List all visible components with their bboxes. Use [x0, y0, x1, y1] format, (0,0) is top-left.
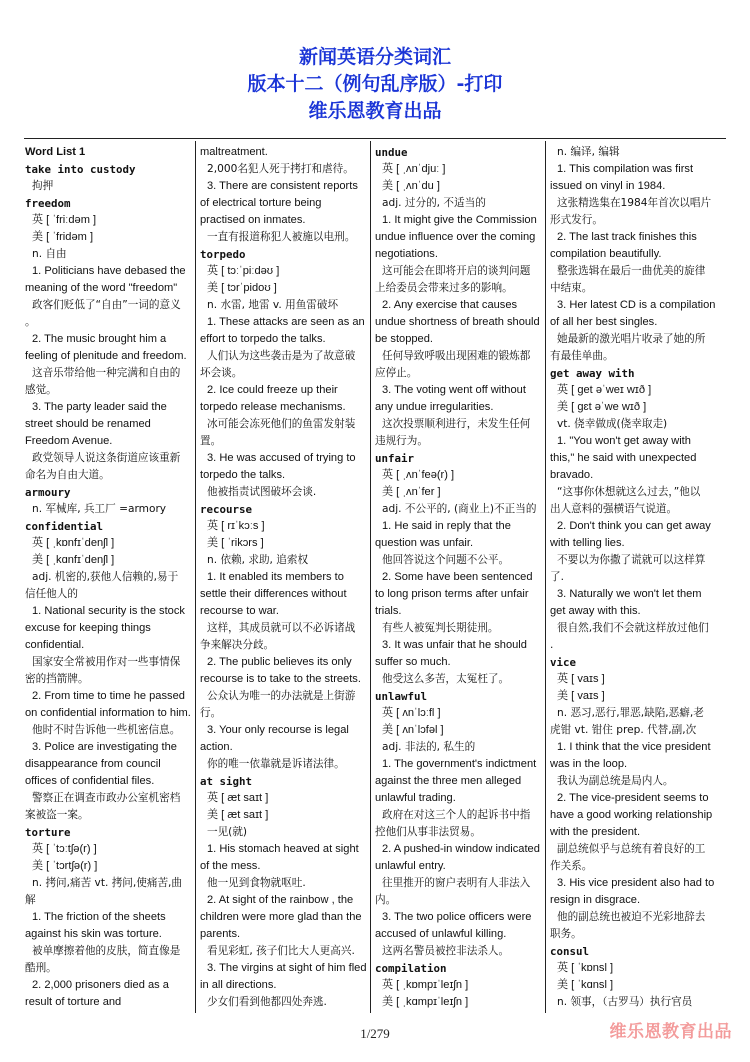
text-line: 英 [ ʌnˈlɔːfl ]: [382, 707, 441, 719]
translation-line: 控他们从事非法贸易。: [375, 826, 481, 838]
text-line: excuse for keeping things: [25, 622, 151, 634]
text-line: 1. The friction of the sheets: [32, 911, 166, 923]
text-line: 3. The party leader said the: [32, 401, 167, 413]
translation-line: 坏会谈。: [200, 367, 243, 379]
text-line: result of torture and: [25, 996, 122, 1008]
headword: torture: [25, 826, 71, 839]
text-line: of electrical torture being: [200, 197, 322, 209]
text-line: 美 [ æt saɪt ]: [207, 809, 269, 821]
translation-line: 这次投票顺利进行，未发生任何: [382, 418, 531, 430]
text-line: 3. His vice president also had to: [557, 877, 715, 889]
text-line: Freedom Avenue.: [25, 435, 113, 447]
text-line: children were more glad than the: [200, 911, 362, 923]
translation-line: 公众认为唯一的办法就是上街游: [207, 690, 356, 702]
column-divider: [545, 141, 546, 1013]
text-line: 2. The public believes its only: [207, 656, 352, 668]
text-line: recourse to war.: [200, 605, 279, 617]
translation-line: n. 拷问,痛苦 vt. 拷问,使痛苦,曲: [32, 877, 183, 889]
column-1: [25, 144, 193, 1012]
text-line: was in the loop.: [550, 758, 628, 770]
text-line: 英 [ ˌkɒnfɪˈdenʃl ]: [32, 537, 115, 549]
translation-line: 警察正在调查市政办公室机密档: [32, 792, 181, 804]
text-line: resign in disgrace.: [550, 894, 641, 906]
text-line: settle their differences without: [200, 588, 347, 600]
translation-line: 争来解决分歧。: [200, 639, 275, 651]
text-line: undue influence over the coming: [375, 231, 536, 243]
column-divider: [370, 141, 371, 1013]
translation-line: adj. 不公平的, (商业上)不正当的: [382, 503, 537, 515]
text-line: practised on inmates.: [200, 214, 306, 226]
column-3: [375, 144, 543, 1012]
text-line: 2. A pushed-in window indicated: [382, 843, 540, 855]
text-line: 2. The last track finishes this: [557, 231, 697, 243]
headword: unlawful: [375, 690, 428, 703]
text-line: accused of unlawful killing.: [375, 928, 507, 940]
text-line: 2. The vice-president seems to: [557, 792, 709, 804]
translation-line: 不要以为你撒了谎就可以这样算: [557, 554, 706, 566]
headword: freedom: [25, 197, 71, 210]
text-line: 2. Any exercise that causes: [382, 299, 518, 311]
translation-line: 国家安全常被用作对一些事情保: [32, 656, 181, 668]
text-line: action.: [200, 741, 233, 753]
text-line: 英 [ ˈtɔːtʃə(r) ]: [32, 843, 97, 855]
text-line: 英 [ ˌʌnˈfeə(r) ]: [382, 469, 455, 481]
text-line: effort to torpedo the talks.: [200, 333, 326, 345]
text-line: confidential.: [25, 639, 85, 651]
text-line: 英 [ rɪˈkɔːs ]: [207, 520, 265, 532]
translation-line: 一直有报道称犯人被施以电刑。: [207, 231, 356, 243]
text-line: 1. National security is the stock: [32, 605, 185, 617]
text-line: 3. Police are investigating the: [32, 741, 177, 753]
text-line: 美 [ ˌʌnˈfer ]: [382, 486, 441, 498]
text-line: torpedo release mechanisms.: [200, 401, 346, 413]
translation-line: 整张选辑在最后一曲优美的旋律: [557, 265, 706, 277]
translation-line: 应停止。: [375, 367, 418, 379]
text-line: 1. It enabled its members to: [207, 571, 344, 583]
translation-line: vt. 侥幸做成(侥幸取走): [557, 418, 668, 430]
translation-line: 信任他人的: [25, 588, 78, 600]
translation-line: 他回答说这个问题不公平。: [382, 554, 510, 566]
text-line: 1. He said in reply that the: [382, 520, 511, 532]
translation-line: adj. 非法的, 私生的: [382, 741, 476, 753]
translation-line: 政党领导人说这条街道应该重新: [32, 452, 181, 464]
translation-line: 他时不时告诉他一些机密信息。: [32, 724, 181, 736]
translation-line: 你的唯一依靠就是诉诸法律。: [207, 758, 345, 770]
text-line: 美 [ ˌkɑnfɪˈdenʃl ]: [32, 554, 115, 566]
text-line: 2. Don't think you can get away: [557, 520, 711, 532]
column-4: [550, 144, 722, 1012]
text-line: 2. The music brought him a: [32, 333, 167, 345]
text-line: 1. It might give the Commission: [382, 214, 537, 226]
document-publisher: 维乐恩教育出品: [308, 100, 442, 122]
translation-line: 酷刑。: [25, 962, 57, 974]
headword: consul: [550, 945, 590, 958]
text-line: with the president.: [550, 826, 641, 838]
headword: at sight: [200, 775, 253, 788]
text-line: of all her best singles.: [550, 316, 658, 328]
text-line: 3. He was accused of trying to: [207, 452, 356, 464]
text-line: 2. Some have been sentenced: [382, 571, 533, 583]
text-line: 美 [ tɔrˈpidoʊ ]: [207, 282, 277, 294]
page-number: 1/279: [360, 1026, 390, 1041]
translation-line: 解: [25, 894, 36, 906]
text-line: 英 [ get əˈweɪ wɪð ]: [557, 384, 652, 396]
headword: undue: [375, 146, 408, 159]
translation-line: n. 军械库, 兵工厂 =armory: [32, 503, 167, 515]
text-line: issued on vinyl in 1984.: [550, 180, 666, 192]
translation-line: 任何导致呼吸出现困难的锻炼都: [382, 350, 531, 362]
translation-line: 这样，其成员就可以不必诉诸战: [207, 622, 356, 634]
translation-line: 政客们贬低了“自由”一词的意义: [32, 299, 181, 311]
text-line: against the three men alleged: [375, 775, 522, 787]
translation-line: n. 依赖, 求助, 追索权: [207, 554, 309, 566]
translation-line: 被单摩擦着他的皮肤，简直像是: [32, 945, 181, 957]
text-line: 3. The virgins at sight of him fled: [207, 962, 367, 974]
translation-line: 内。: [375, 894, 397, 906]
translation-line: 中结束。: [550, 282, 593, 294]
headword: vice: [550, 656, 577, 669]
word-list-title: Word List 1: [25, 146, 86, 158]
translation-line: 这音乐带给他一种完满和自由的: [32, 367, 181, 379]
translation-line: 2,000名犯人死于拷打和虐待。: [207, 163, 354, 175]
translation-line: “这事你休想就这么过去，”他以: [557, 486, 701, 498]
headword: take into custody: [25, 163, 136, 176]
text-line: recourse is to take to the streets.: [200, 673, 361, 685]
text-line: 1. The government's indictment: [382, 758, 537, 770]
translation-line: 政府在对这三个人的起诉书中指: [382, 809, 531, 821]
text-line: 英 [ ˈkɒnsl ]: [557, 962, 614, 974]
text-line: unlawful trading.: [375, 792, 456, 804]
text-line: parents.: [200, 928, 241, 940]
translation-line: .: [550, 639, 554, 651]
translation-line: adj. 过分的, 不适当的: [382, 197, 486, 209]
translation-line: 她最新的激光唱片收录了她的所: [557, 333, 706, 345]
text-line: be stopped.: [375, 333, 433, 345]
text-line: this," he said with unexpected: [550, 452, 697, 464]
text-line: have a good working relationship: [550, 809, 713, 821]
headword: unfair: [375, 452, 415, 465]
text-line: compilation beautifully.: [550, 248, 662, 260]
translation-line: 置。: [200, 435, 222, 447]
translation-line: 命名为自由大道。: [25, 469, 110, 481]
text-line: 1. This compilation was first: [557, 163, 694, 175]
text-line: unlawful entry.: [375, 860, 446, 872]
headword: torpedo: [200, 248, 246, 261]
translation-line: 拘押: [32, 180, 54, 192]
headword: armoury: [25, 486, 71, 499]
text-line: 英 [ vaɪs ]: [557, 673, 605, 685]
text-line: 美 [ ˌkɑmpɪˈleɪʃn ]: [382, 996, 469, 1008]
translation-line: 他一见到食物就呕吐.: [207, 877, 306, 889]
translation-line: 人们认为这些袭击是为了故意破: [207, 350, 356, 362]
translation-line: 这两名警员被控非法杀人。: [382, 945, 510, 957]
text-line: street should be renamed: [25, 418, 151, 430]
text-line: 3. It was unfair that he should: [382, 639, 527, 651]
text-line: 1. His stomach heaved at sight: [207, 843, 359, 855]
translation-line: 很自然,我们不会就这样放过他们: [557, 622, 709, 634]
headword: compilation: [375, 962, 447, 975]
column-2: [200, 144, 368, 1012]
document-title: 新闻英语分类词汇: [298, 46, 451, 68]
text-line: 英 [ tɔːˈpiːdəʊ ]: [207, 265, 280, 277]
translation-line: 往里推开的窗户表明有人非法入: [382, 877, 531, 889]
text-line: bravado.: [550, 469, 594, 481]
text-line: 3. Her latest CD is a compilation: [557, 299, 716, 311]
text-line: of the mess.: [200, 860, 261, 872]
text-line: 美 [ ɡɛt əˈwe wɪð ]: [557, 401, 647, 413]
column-divider: [195, 141, 196, 1013]
document-version: 版本十二（例句乱序版）-打印: [247, 73, 503, 95]
text-line: 1. I think that the vice president: [557, 741, 711, 753]
text-line: 3. The two police officers were: [382, 911, 532, 923]
translation-line: 他的副总统也被迫不光彩地辞去: [557, 911, 706, 923]
text-line: 3. There are consistent reports: [207, 180, 358, 192]
translation-line: 了.: [550, 571, 564, 583]
text-line: torpedo the talks.: [200, 469, 286, 481]
translation-line: 少女们看到他都四处奔逃.: [207, 996, 327, 1008]
text-line: 3. Naturally we won't let them: [557, 588, 702, 600]
translation-line: 形式发行。: [550, 214, 603, 226]
text-line: against his skin was torture.: [25, 928, 162, 940]
text-line: 2. 2,000 prisoners died as a: [32, 979, 169, 991]
text-line: 1. These attacks are seen as an: [207, 316, 365, 328]
text-line: negotiations.: [375, 248, 438, 260]
translation-line: n. 自由: [32, 248, 67, 260]
translation-line: 出人意料的强横语气说道。: [550, 503, 678, 515]
text-line: 美 [ ˈkɑnsl ]: [557, 979, 614, 991]
translation-line: 他受这么多苦，太冤枉了。: [382, 673, 510, 685]
translation-line: adj. 机密的,获他人信赖的,易于: [32, 571, 179, 583]
translation-line: n. 编译, 编辑: [557, 146, 620, 158]
headword: get away with: [550, 367, 635, 380]
translation-line: 上给委员会带来过多的影响。: [375, 282, 513, 294]
translation-line: n. 领事，（古罗马）执行官员: [557, 996, 693, 1008]
text-line: suffer so much.: [375, 656, 451, 668]
translation-line: n. 恶习,恶行,罪恶,缺陷,恶癖,老: [557, 707, 704, 719]
text-line: 美 [ ʌnˈlɔfəl ]: [382, 724, 444, 736]
text-line: 美 [ ˈfridəm ]: [32, 231, 94, 243]
header-rule: [24, 138, 726, 139]
text-line: on confidential information to him.: [25, 707, 191, 719]
text-line: 美 [ vaɪs ]: [557, 690, 605, 702]
text-line: with telling lies.: [550, 537, 625, 549]
translation-line: 这可能会在即将开启的谈判问题: [382, 265, 531, 277]
headword: recourse: [200, 503, 253, 516]
translation-line: 有最佳单曲。: [550, 350, 614, 362]
translation-line: 一见(就): [207, 826, 248, 838]
text-line: question was unfair.: [375, 537, 474, 549]
translation-line: n. 水雷, 地雷 v. 用鱼雷破坏: [207, 299, 339, 311]
text-line: 美 [ ˌʌnˈdu ]: [382, 180, 440, 192]
watermark-logo: 维乐恩教育出品: [609, 1022, 732, 1042]
text-line: any undue irregularities.: [375, 401, 494, 413]
translation-line: 他被指责试图破坏会谈.: [207, 486, 317, 498]
text-line: 英 [ ˌkɒmpɪˈleɪʃn ]: [382, 979, 469, 991]
text-line: 1. Politicians have debased the: [32, 265, 186, 277]
text-line: meaning of the word "freedom": [25, 282, 178, 294]
text-line: 2. Ice could freeze up their: [207, 384, 338, 396]
text-line: disappearance from council: [25, 758, 161, 770]
translation-line: 违规行为。: [375, 435, 428, 447]
translation-line: 感觉。: [25, 384, 57, 396]
text-line: offices of confidential files.: [25, 775, 155, 787]
text-line: 英 [ ˈfriːdəm ]: [32, 214, 97, 226]
translation-line: 我认为副总统是局内人。: [557, 775, 674, 787]
text-line: 2. At sight of the rainbow , the: [207, 894, 354, 906]
translation-line: 副总统似乎与总统有着良好的工: [557, 843, 706, 855]
text-line: 美 [ ˈrikɔrs ]: [207, 537, 264, 549]
translation-line: 行。: [200, 707, 222, 719]
translation-line: 密的挡箭牌。: [25, 673, 89, 685]
translation-line: 职务。: [550, 928, 582, 940]
page-header: [0, 44, 750, 125]
translation-line: 案被盗一案。: [25, 809, 89, 821]
headword: confidential: [25, 520, 104, 533]
translation-line: 。: [25, 316, 36, 328]
text-line: undue shortness of breath should: [375, 316, 540, 328]
translation-line: 这张精选集在1984年首次以唱片: [557, 197, 712, 209]
text-line: 英 [ æt saɪt ]: [207, 792, 269, 804]
translation-line: 虎钳 vt. 钳住 prep. 代替,副,次: [550, 724, 697, 736]
text-line: trials.: [375, 605, 402, 617]
text-line: 1. "You won't get away with: [557, 435, 691, 447]
text-line: 2. From time to time he passed: [32, 690, 185, 702]
translation-line: 作关系。: [550, 860, 593, 872]
translation-line: 看见彩虹, 孩子们比大人更高兴.: [207, 945, 355, 957]
text-line: 美 [ ˈtɔrtʃə(r) ]: [32, 860, 98, 872]
text-line: 3. The voting went off without: [382, 384, 526, 396]
translation-line: 有些人被冤判长期徒刑。: [382, 622, 499, 634]
text-line: in all directions.: [200, 979, 277, 991]
text-line: to long prison terms after unfair: [375, 588, 529, 600]
text-line: get away with this.: [550, 605, 641, 617]
text-line: maltreatment.: [200, 146, 268, 158]
text-line: 英 [ ˌʌnˈdjuː ]: [382, 163, 446, 175]
text-line: feeling of plenitude and freedom.: [25, 350, 187, 362]
text-line: 3. Your only recourse is legal: [207, 724, 349, 736]
translation-line: 冰可能会冻死他们的鱼雷发射装: [207, 418, 356, 430]
